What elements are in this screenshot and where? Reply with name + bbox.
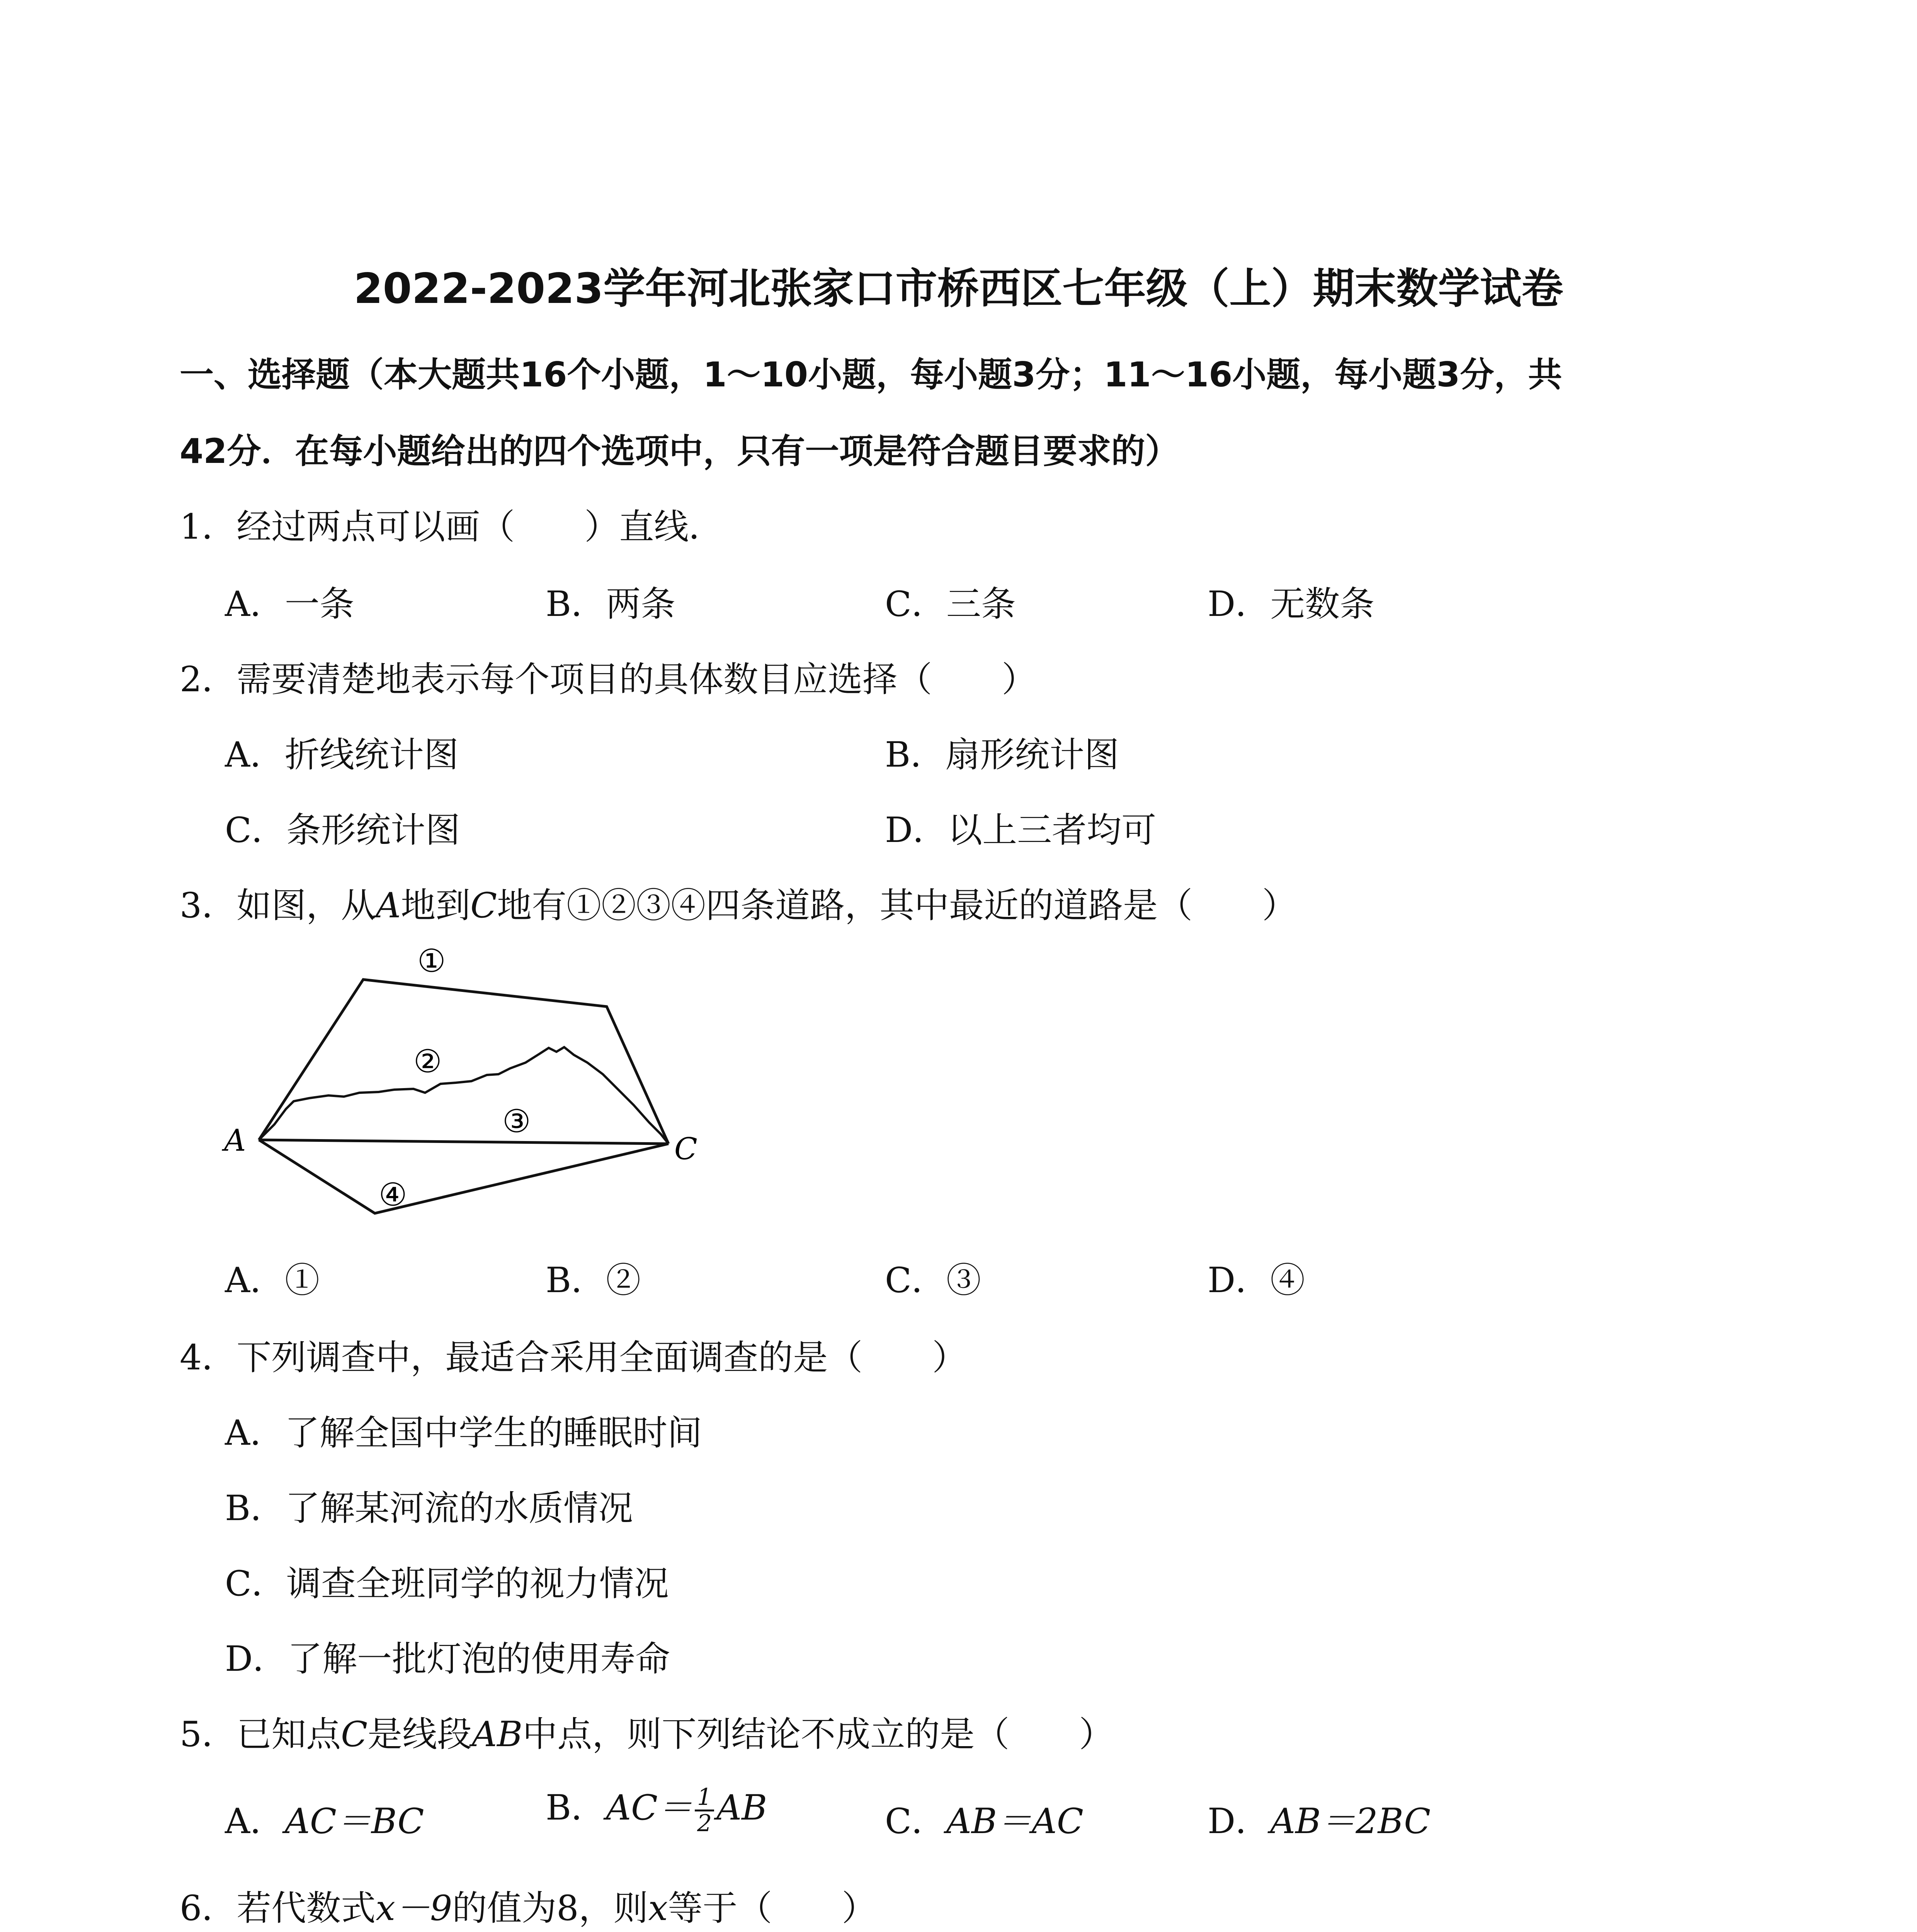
question-6-stem-pre: 6．若代数式 bbox=[180, 1888, 376, 1929]
question-6-stem-mid: 的值为8，则 bbox=[452, 1888, 648, 1929]
section-header-line1: 一、选择题（本大题共16个小题，1～10小题，每小题3分；11～16小题，每小题3分，共 bbox=[180, 355, 1562, 395]
page-title: 2022-2023学年河北张家口市桥西区七年级（上）期末数学试卷 bbox=[354, 265, 1563, 313]
fraction-numerator: 1 bbox=[695, 1785, 714, 1811]
question-4-option-d: D．了解一批灯泡的使用寿命 bbox=[225, 1639, 670, 1679]
option-a-label: A． bbox=[225, 1801, 285, 1842]
question-3-option-a: A．① bbox=[225, 1260, 320, 1301]
option-b-post: AB bbox=[716, 1787, 767, 1828]
question-5-stem-mid: 是线段 bbox=[367, 1714, 472, 1755]
question-2-option-b: B．扇形统计图 bbox=[885, 735, 1119, 775]
question-4-stem: 4．下列调查中，最适合采用全面调查的是（ ） bbox=[180, 1337, 967, 1378]
road-3-path bbox=[259, 1140, 668, 1144]
option-c-expr: AB＝AC bbox=[946, 1801, 1084, 1842]
question-5-option-c bbox=[885, 1793, 1084, 1843]
question-4-option-a: A．了解全国中学生的睡眠时间 bbox=[225, 1413, 702, 1453]
road-3-label: ③ bbox=[502, 1103, 531, 1140]
question-1-option-d: D．无数条 bbox=[1208, 584, 1375, 624]
figure-label-a: A bbox=[224, 1123, 246, 1158]
question-2-option-d: D．以上三者均可 bbox=[885, 810, 1157, 850]
question-3-option-b: B．② bbox=[546, 1260, 641, 1301]
question-5-stem-pre: 5．已知点 bbox=[180, 1714, 341, 1755]
question-5-stem-post: 中点，则下列结论不成立的是（ ） bbox=[522, 1714, 1114, 1755]
option-b-label: B． bbox=[546, 1787, 606, 1828]
point-c-var: C bbox=[470, 885, 497, 926]
section-header-line2: 42分．在每小题给出的四个选项中，只有一项是符合题目要求的） bbox=[180, 431, 1179, 471]
segment-ab-var: AB bbox=[472, 1714, 523, 1755]
point-c-var: C bbox=[341, 1714, 368, 1755]
algebraic-expression: x－9 bbox=[376, 1888, 452, 1929]
option-c-label: C． bbox=[885, 1801, 946, 1842]
question-2-option-c: C．条形统计图 bbox=[225, 810, 460, 850]
road-4-path bbox=[259, 1140, 668, 1213]
question-3-option-d: D．④ bbox=[1208, 1260, 1305, 1301]
question-6-stem bbox=[180, 1880, 876, 1930]
roads-figure bbox=[216, 939, 719, 1240]
figure-label-c: C bbox=[674, 1132, 697, 1167]
option-b-pre: AC＝ bbox=[606, 1787, 692, 1828]
question-3-option-c: C．③ bbox=[885, 1260, 981, 1301]
question-3-stem-pre: 3．如图，从 bbox=[180, 885, 376, 926]
question-2-stem: 2．需要清楚地表示每个项目的具体数目应选择（ ） bbox=[180, 659, 1037, 700]
question-5-option-d bbox=[1208, 1793, 1431, 1843]
road-2-path bbox=[259, 1047, 668, 1144]
question-5-option-a bbox=[225, 1793, 424, 1843]
question-4-option-b: B．了解某河流的水质情况 bbox=[225, 1488, 633, 1529]
option-d-expr: AB＝2BC bbox=[1270, 1801, 1431, 1842]
question-5-stem bbox=[180, 1706, 1114, 1756]
question-1-stem: 1．经过两点可以画（ ）直线． bbox=[180, 507, 724, 547]
option-a-expr: AC＝BC bbox=[285, 1801, 424, 1842]
question-5-option-b bbox=[546, 1779, 767, 1836]
option-d-label: D． bbox=[1208, 1801, 1271, 1842]
question-2-option-a: A．折线统计图 bbox=[225, 735, 459, 775]
road-1-path bbox=[259, 980, 668, 1144]
question-4-option-c: C．调查全班同学的视力情况 bbox=[225, 1563, 669, 1604]
question-3-stem-post: 地有①②③④四条道路，其中最近的道路是（ ） bbox=[497, 885, 1297, 926]
question-1-option-b: B．两条 bbox=[546, 584, 676, 624]
point-a-var: A bbox=[376, 885, 401, 926]
question-3-stem-mid: 地到 bbox=[401, 885, 471, 926]
question-3-stem bbox=[180, 877, 1297, 927]
question-1-option-a: A．一条 bbox=[225, 584, 354, 624]
road-4-label: ④ bbox=[379, 1177, 407, 1213]
fraction-one-half bbox=[695, 1785, 714, 1836]
variable-x: x bbox=[648, 1888, 668, 1929]
road-1-label: ① bbox=[417, 943, 446, 980]
road-2-label: ② bbox=[413, 1043, 442, 1080]
question-6-stem-post: 等于（ ） bbox=[668, 1888, 877, 1929]
fraction-denominator: 2 bbox=[697, 1810, 712, 1837]
question-1-option-c: C．三条 bbox=[885, 584, 1016, 624]
